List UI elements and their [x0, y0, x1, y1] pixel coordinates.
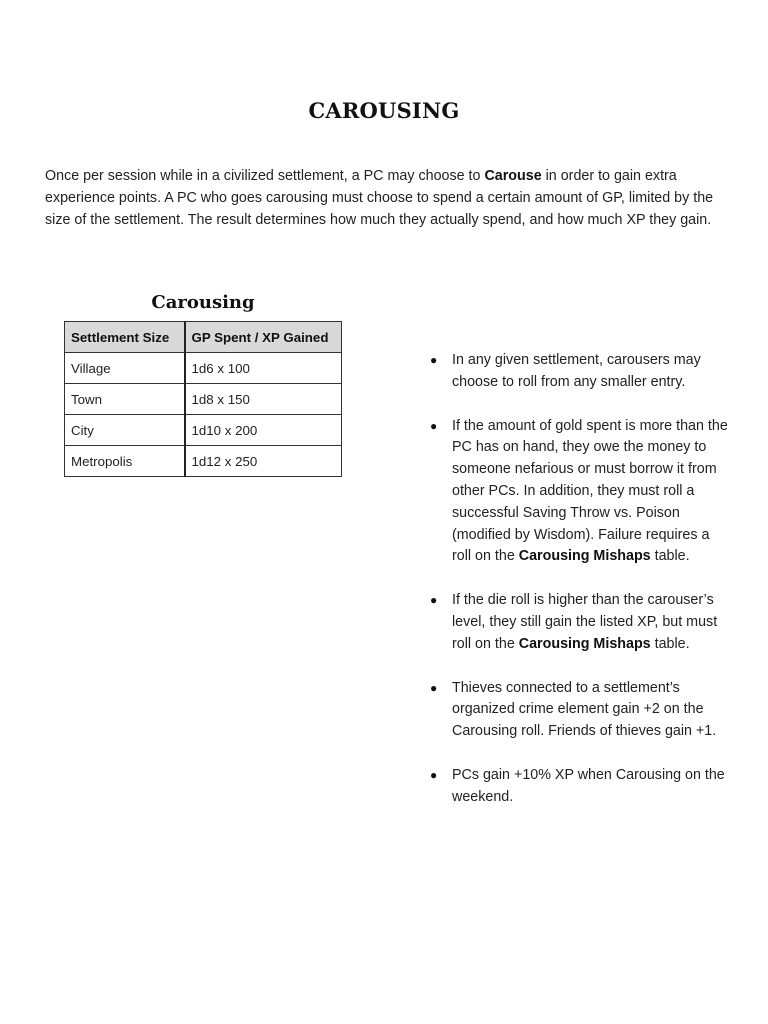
note-text: PCs gain +10% XP when Carousing on the weekend.: [452, 766, 725, 805]
list-item: [430, 350, 730, 394]
gp-xp-cell: 1d10 x 200: [185, 415, 342, 446]
column-header-settlement-size: Settlement Size: [65, 322, 185, 353]
intro-carouse-term: Carouse: [484, 168, 542, 185]
gp-xp-cell: 1d6 x 100: [185, 353, 342, 384]
intro-paragraph: [45, 165, 730, 231]
list-item: [430, 590, 730, 655]
carousing-mishaps-reference: Carousing Mishaps: [518, 548, 651, 565]
bullet-icon: ●: [430, 680, 438, 695]
table-row: [65, 415, 342, 446]
table-caption: Carousing: [151, 292, 255, 313]
bullet-icon: ●: [430, 353, 438, 367]
settlement-size-cell: Metropolis: [65, 446, 185, 477]
intro-text-start: Once per session while in a civilized settlement, a PC may choose to: [45, 168, 485, 185]
intro-text-end: in order to gain extra experience points. A PC who goes carousing must choose to spend a certain amount of GP, limited by the size of the settlement. The result determines how much they actually spend, and how much XP they gain.: [45, 168, 714, 229]
note-text: If the amount of gold spent is more than the PC has on hand, they owe the money to someone nefarious or must borrow it from other PCs. In addition, they must roll a successful Saving Throw vs. Poison (modified by Wisdom). Failure requires a roll on the: [452, 417, 728, 565]
carousing-table: [64, 321, 342, 477]
bullet-icon: ●: [430, 767, 438, 782]
list-item: [430, 678, 730, 743]
settlement-size-cell: Town: [65, 384, 185, 415]
page-title: CAROUSING: [308, 98, 460, 124]
table-row: [65, 353, 342, 384]
table-header-row: [65, 322, 342, 353]
note-text-end: table.: [650, 548, 690, 565]
table-row: [65, 384, 342, 415]
note-text-end: table.: [650, 635, 690, 652]
table-row: [65, 446, 342, 477]
list-item: [430, 416, 730, 569]
bullet-icon: ●: [430, 418, 438, 433]
note-text: Thieves connected to a settlement’s organized crime element gain +2 on the Carousing roll. Friends of thieves gain +1.: [452, 679, 717, 740]
rules-bullet-list: [430, 350, 730, 831]
settlement-size-cell: Village: [65, 353, 185, 384]
gp-xp-cell: 1d12 x 250: [185, 446, 342, 477]
carousing-mishaps-reference: Carousing Mishaps: [518, 635, 651, 652]
settlement-size-cell: City: [65, 415, 185, 446]
note-text: If the die roll is higher than the carouser’s level, they still gain the listed XP, but must roll on the: [452, 592, 718, 652]
list-item: [430, 765, 730, 809]
column-header-gp-xp: GP Spent / XP Gained: [185, 322, 342, 353]
bullet-icon: ●: [430, 593, 438, 608]
note-text: In any given settlement, carousers may choose to roll from any smaller entry.: [452, 352, 701, 390]
gp-xp-cell: 1d8 x 150: [185, 384, 342, 415]
